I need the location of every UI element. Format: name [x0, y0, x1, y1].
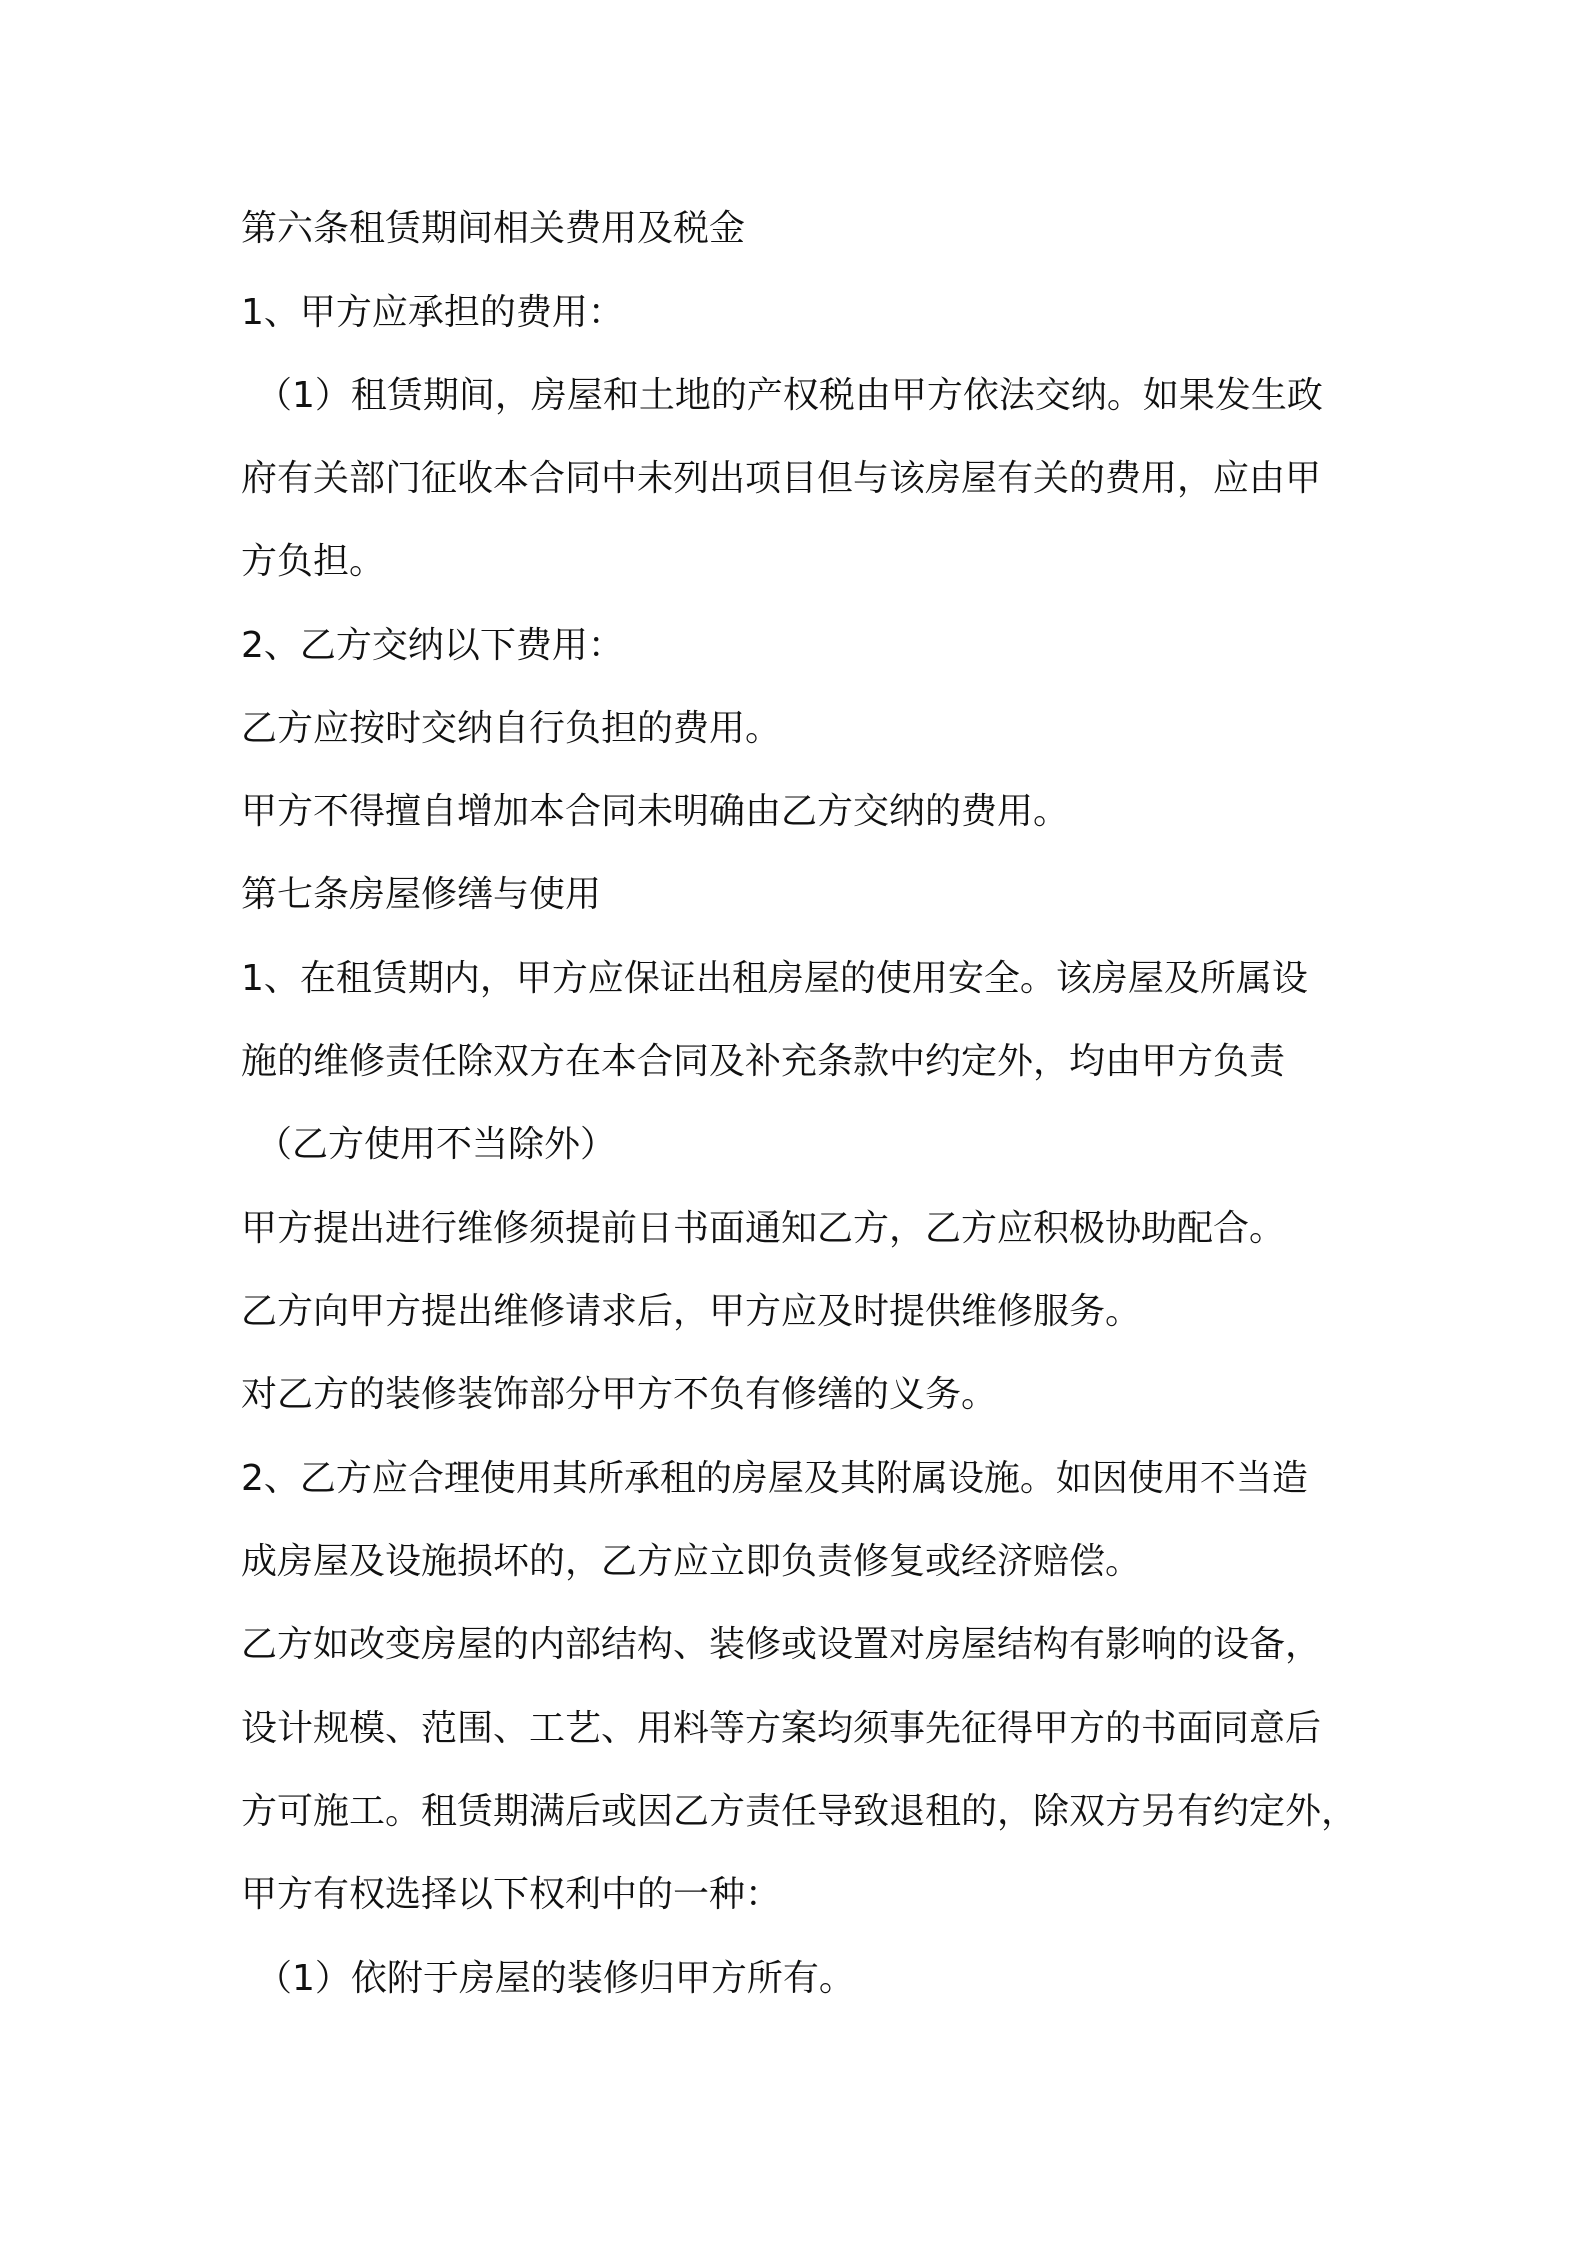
clause-1-heading: 1、甲方应承担的费用： [241, 292, 624, 333]
paragraph-line: 乙方向甲方提出维修请求后，甲方应及时提供维修服务。 [241, 1291, 1142, 1332]
paragraph-line: 设计规模、范围、工艺、用料等方案均须事先征得甲方的书面同意后 [241, 1708, 1322, 1749]
paragraph-line: 甲方有权选择以下权利中的一种： [241, 1874, 782, 1915]
paragraph-line: 对乙方的装修装饰部分甲方不负有修缮的义务。 [241, 1374, 998, 1415]
paragraph-line: 甲方提出进行维修须提前日书面通知乙方，乙方应积极协助配合。 [241, 1208, 1286, 1249]
clause-2-heading: 2、乙方交纳以下费用： [241, 625, 624, 666]
paragraph-line: 甲方不得擅自增加本合同未明确由乙方交纳的费用。 [241, 791, 1070, 832]
paragraph-line: 府有关部门征收本合同中未列出项目但与该房屋有关的费用，应由甲 [241, 458, 1322, 499]
section-heading-article-7: 第七条房屋修缮与使用 [241, 874, 602, 915]
paragraph-line: （1）租赁期间，房屋和土地的产权税由甲方依法交纳。如果发生政 [256, 375, 1323, 416]
paragraph-line: 施的维修责任除双方在本合同及补充条款中约定外，均由甲方负责 [241, 1041, 1286, 1082]
paragraph-line: 2、乙方应合理使用其所承租的房屋及其附属设施。如因使用不当造 [241, 1458, 1308, 1499]
paragraph-line: 乙方如改变房屋的内部结构、装修或设置对房屋结构有影响的设备， [241, 1624, 1322, 1665]
paragraph-line: 方可施工。租赁期满后或因乙方责任导致退租的，除双方另有约定外， [241, 1791, 1358, 1832]
paragraph-line: 1、在租赁期内，甲方应保证出租房屋的使用安全。该房屋及所属设 [241, 958, 1308, 999]
paragraph-line: （1）依附于房屋的装修归甲方所有。 [256, 1958, 855, 1999]
section-heading-article-6: 第六条租赁期间相关费用及税金 [241, 208, 746, 249]
paragraph-line: （乙方使用不当除外） [256, 1124, 617, 1165]
paragraph-line: 方负担。 [241, 541, 386, 582]
paragraph-line: 成房屋及设施损坏的，乙方应立即负责修复或经济赔偿。 [241, 1541, 1142, 1582]
paragraph-line: 乙方应按时交纳自行负担的费用。 [241, 708, 782, 749]
